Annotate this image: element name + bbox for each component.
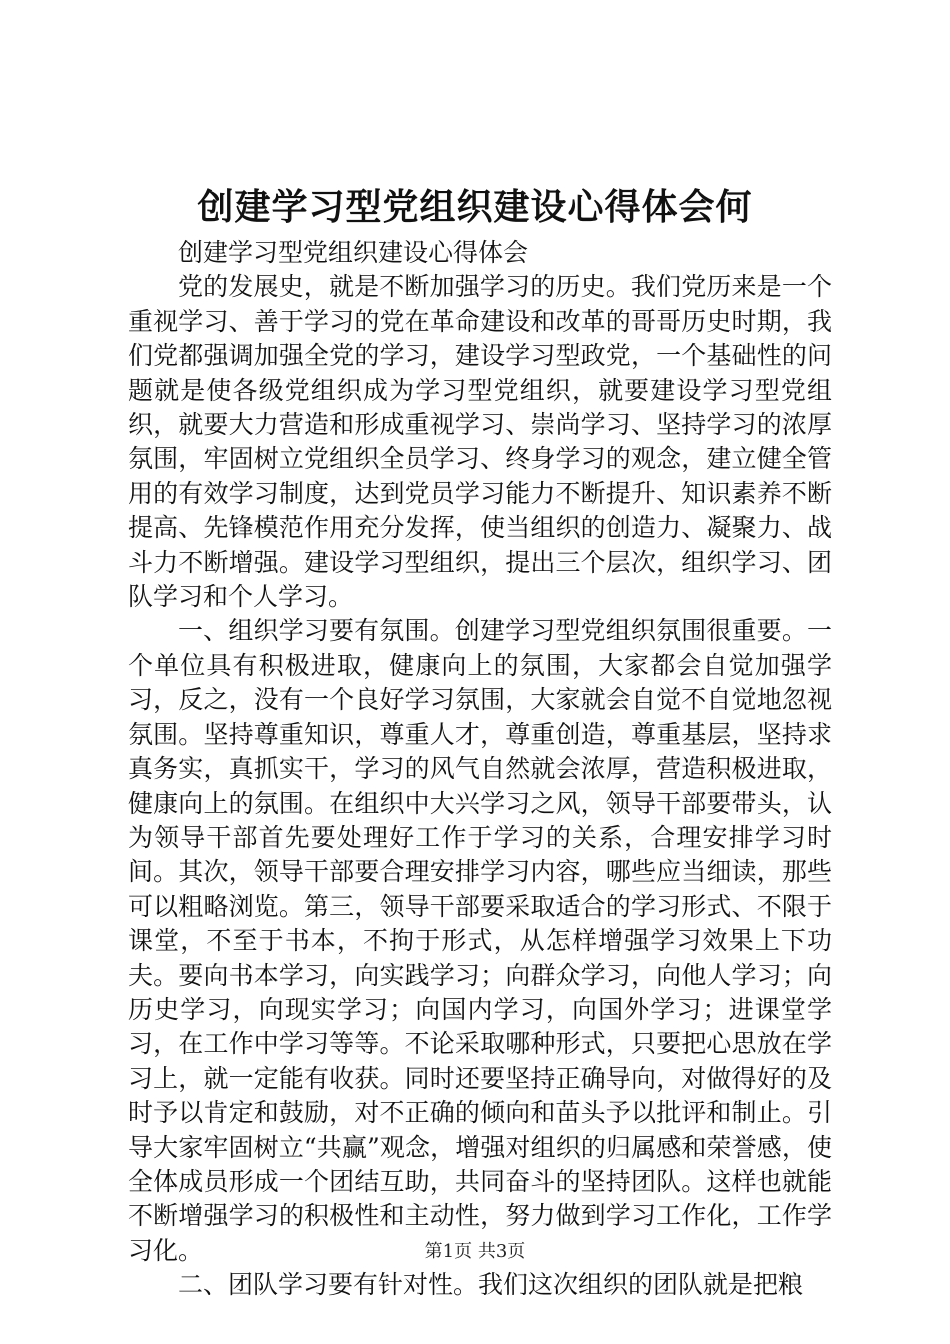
page-number-footer: 第1页 共3页 <box>424 1241 526 1262</box>
document-title: 创建学习型党组织建设心得体会何 <box>197 186 753 228</box>
body-paragraph: 一、组织学习要有氛围。创建学习型党组织氛围很重要。一个单位具有积极进取，健康向上的氛围，大家都会自觉加强学习，反之，没有一个良好学习氛围，大家就会自觉不自觉地忽视氛围。坚持尊重知识，尊重人才，尊重创造，尊重基层，坚持求真务实，真抓实干，学习的风气自然就会浓厚，营造积极进取，健康向上的氛围。在组织中大兴学习之风，领导干部要带头，认为领导干部首先要处理好工作于学习的关系，合理安排学习时间。其次，领导干部要合理安排学习内容，哪些应当细读，那些可以粗略浏览。第三，领导干部要采取适合的学习形式、不限于课堂，不至于书本，不拘于形式，从怎样增强学习效果上下功夫。要向书本学习，向实践学习；向群众学习，向他人学习；向历史学习，向现实学习；向国内学习，向国外学习；进课堂学习，在工作中学习等等。不论采取哪种形式，只要把心思放在学习上，就一定能有收获。同时还要坚持正确导向，对做得好的及时予以肯定和鼓励，对不正确的倾向和苗头予以批评和制止。引导大家牢固树立“共赢”观念，增强对组织的归属感和荣誉感，使全体成员形成一个团结互助，共同奋斗的坚持团队。这样也就能不断增强学习的积极性和主动性，努力做到学习工作化，工作学习化。 <box>128 616 832 1265</box>
subtitle-paragraph: 创建学习型党组织建设心得体会 <box>178 238 529 267</box>
body-paragraph: 党的发展史，就是不断加强学习的历史。我们党历来是一个重视学习、善于学习的党在革命建设和改革的哥哥历史时期，我们党都强调加强全党的学习，建设学习型政党，一个基础性的问题就是使各级党组织成为学习型党组织，就要建设学习型党组织，就要大力营造和形成重视学习、崇尚学习、坚持学习的浓厚氛围，牢固树立党组织全员学习、终身学习的观念，建立健全管用的有效学习制度，达到党员学习能力不断提升、知识素养不断提高、先锋模范作用充分发挥，使当组织的创造力、凝聚力、战斗力不断增强。建设学习型组织，提出三个层次，组织学习、团队学习和个人学习。 <box>128 272 832 612</box>
body-paragraph: 二、团队学习要有针对性。我们这次组织的团队就是把粮 <box>178 1270 804 1300</box>
document-body <box>128 236 832 1303</box>
